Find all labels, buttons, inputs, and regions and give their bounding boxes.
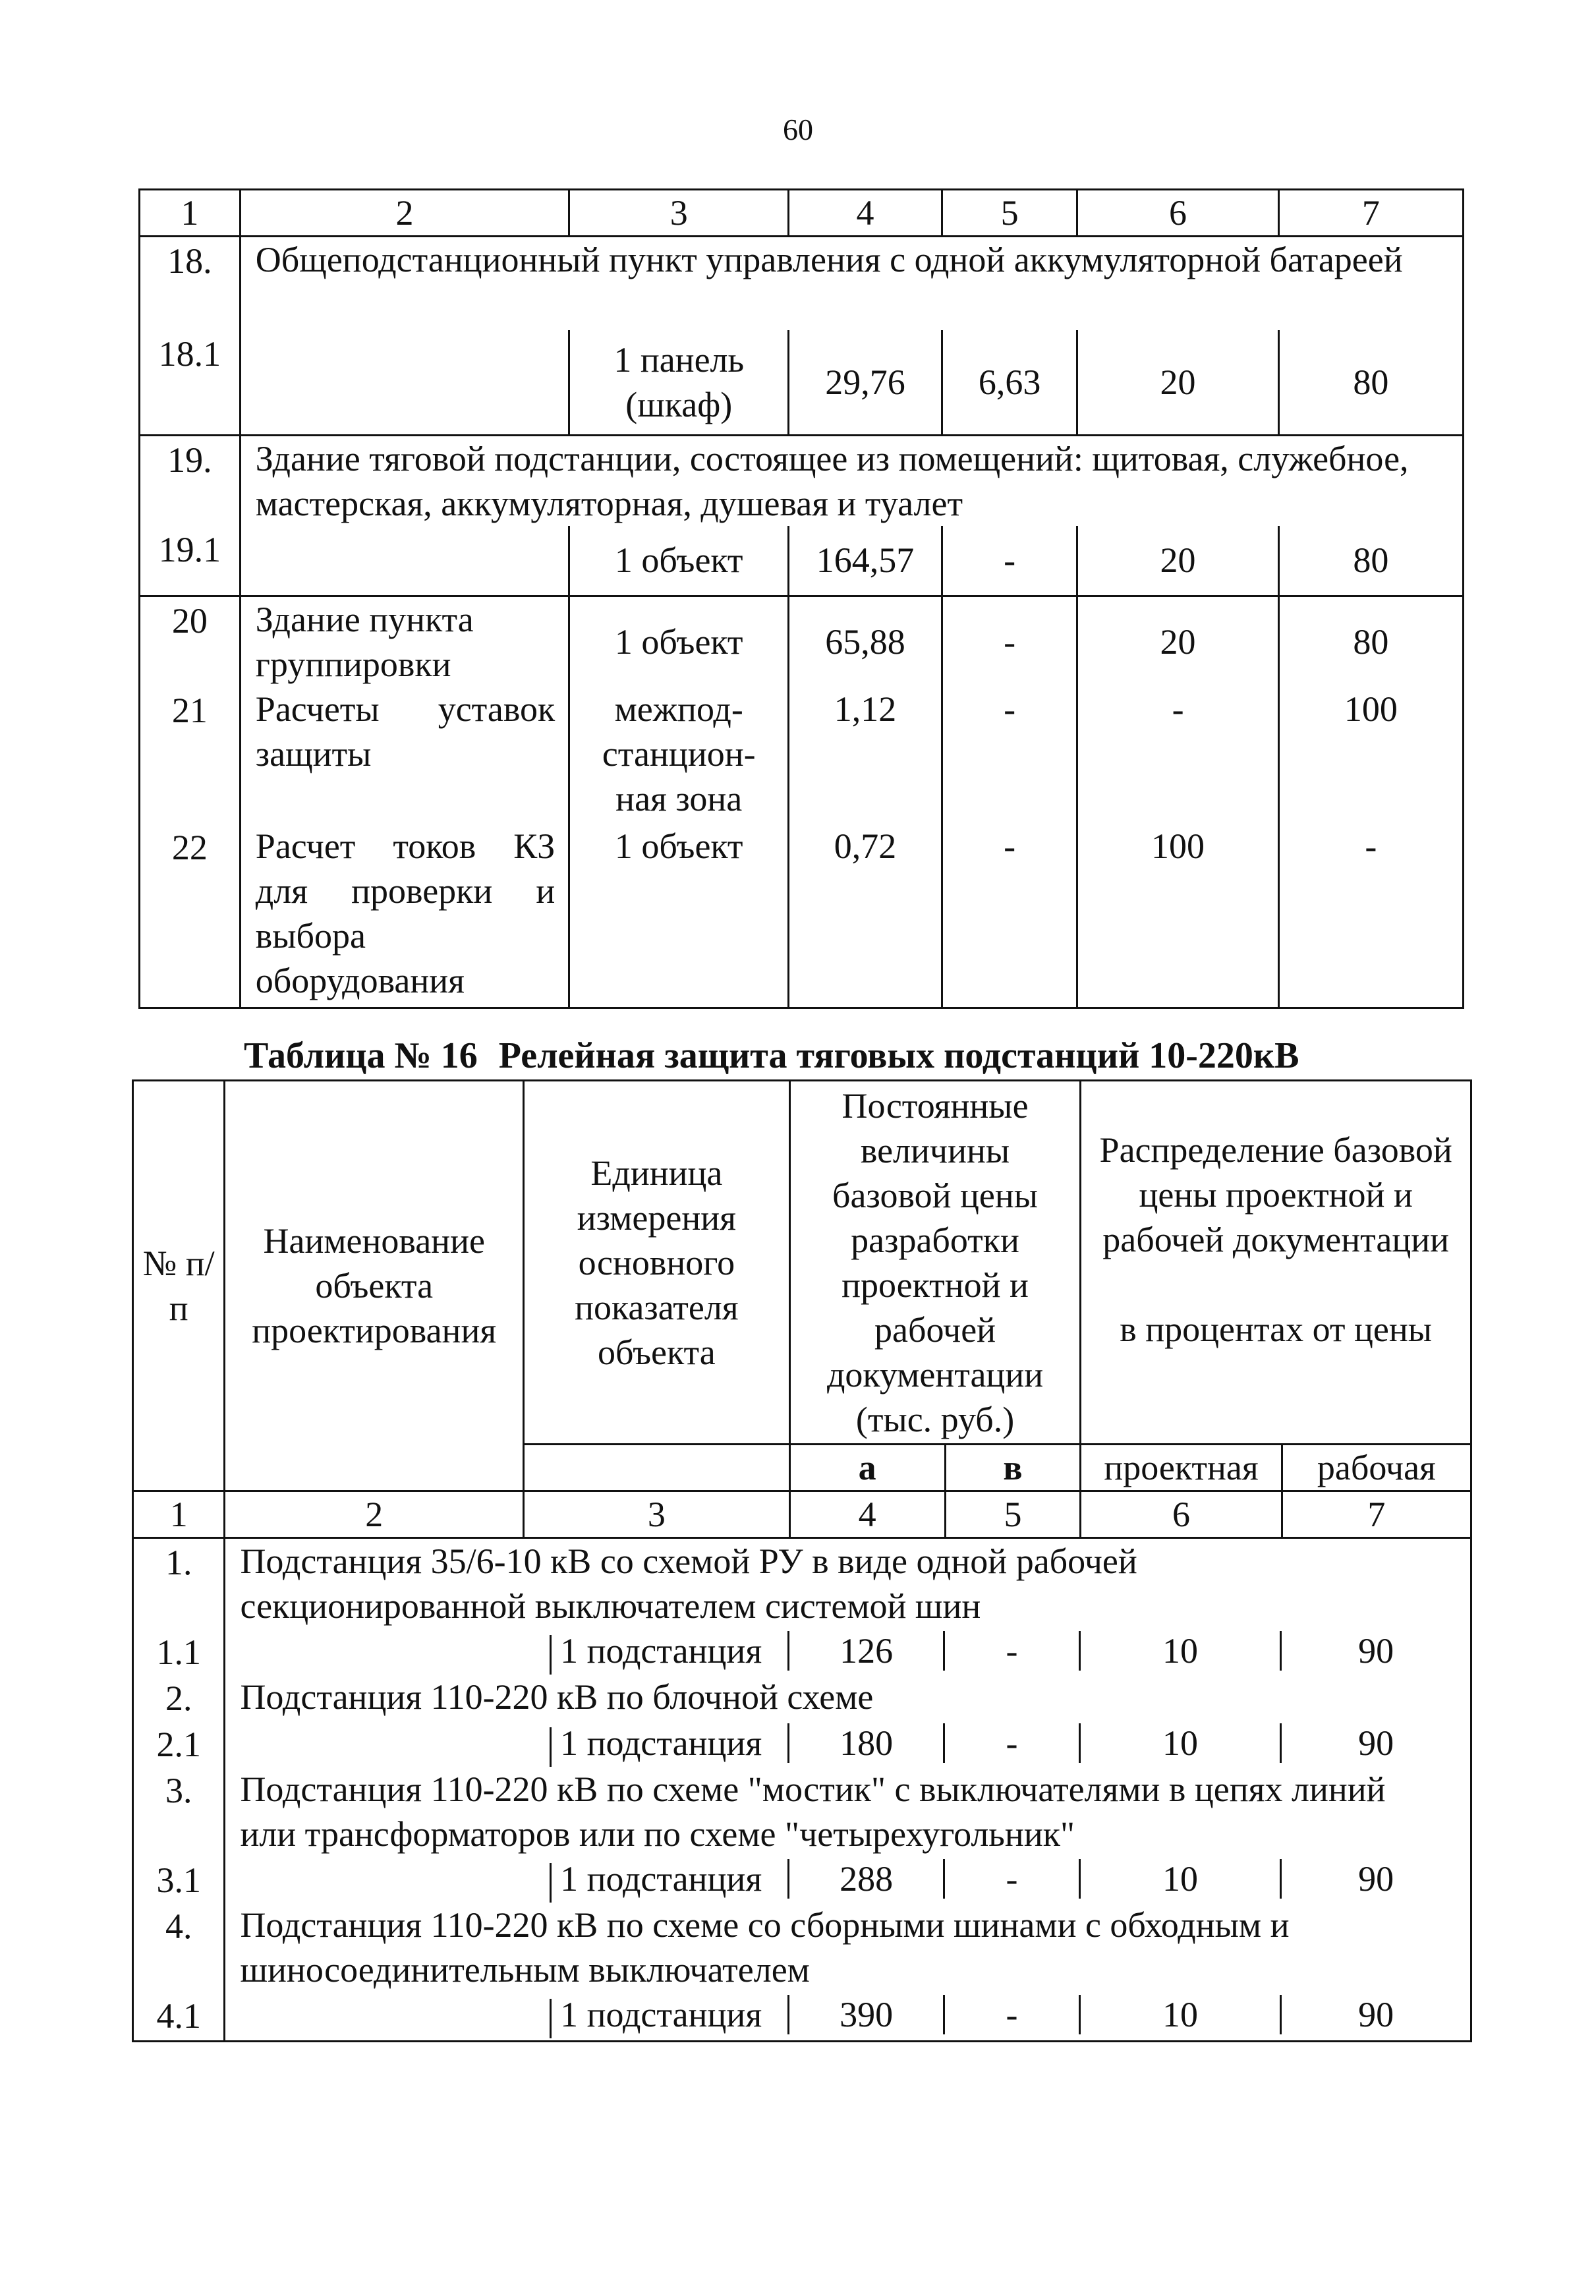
unit-cell: 1 объект: [569, 526, 789, 596]
row-number: 19.: [140, 436, 241, 527]
value-b: -: [945, 1856, 1081, 1903]
unit-cell: 1 подстанция: [524, 1856, 790, 1903]
table-header-row: [133, 1081, 1471, 1445]
value-project: 20: [1077, 526, 1278, 596]
value-b: -: [945, 1628, 1081, 1675]
table-row: [140, 596, 1464, 687]
value-a: 29,76: [789, 330, 942, 436]
value-work: 90: [1282, 1856, 1471, 1903]
row-number: 4.: [133, 1903, 225, 1992]
value-b: -: [942, 596, 1077, 687]
empty-cell: [240, 526, 569, 596]
row-name: Расчет токов КЗ для проверки и выбора оборудования: [240, 824, 569, 1008]
value-work: 80: [1278, 330, 1463, 436]
unit-cell: межпод-станцион-ная зона: [569, 687, 789, 824]
page-number: 60: [783, 113, 813, 146]
row-title: Подстанция 110-220 кВ по схеме "мостик" с выключателями в цепях линий или трансформаторов или по схеме "четырехугольник": [225, 1767, 1471, 1856]
empty-cell: [240, 330, 569, 436]
row-number: 2.: [133, 1675, 225, 1721]
table-row: [140, 526, 1464, 596]
row-title: Подстанция 110-220 кВ по схеме со сборными шинами с обходным и шиносоединительным выключателем: [225, 1903, 1471, 1992]
col-header-num: № п/п: [133, 1081, 225, 1491]
row-number: 22: [140, 824, 241, 1008]
row-title: Общеподстанционный пункт управления с одной аккумуляторной батареей: [240, 237, 1463, 330]
value-project: 20: [1077, 330, 1278, 436]
empty-cell: [225, 1992, 524, 2041]
table-header-row: [140, 190, 1464, 237]
col-header: 1: [140, 190, 241, 237]
unit-cell: 1 панель (шкаф): [569, 330, 789, 436]
row-number: 18.: [140, 237, 241, 330]
table-row: [140, 237, 1464, 330]
col-header-distribution: Распределение базовой цены проектной и рабочей документации в процентах от цены: [1081, 1081, 1471, 1445]
table-row: [133, 1675, 1471, 1721]
empty-cell: [225, 1628, 524, 1675]
value-a: 0,72: [789, 824, 942, 1008]
value-project: 20: [1077, 596, 1278, 687]
unit-cell: 1 подстанция: [524, 1992, 790, 2041]
row-number: 19.1: [140, 526, 241, 596]
table-row: [133, 1856, 1471, 1903]
row-number: 4.1: [133, 1992, 225, 2041]
col-number: 7: [1282, 1491, 1471, 1538]
row-name: Здание пункта группировки: [240, 596, 569, 687]
value-project: 10: [1081, 1721, 1282, 1767]
empty-cell: [225, 1856, 524, 1903]
unit-cell: 1 подстанция: [524, 1721, 790, 1767]
value-a: 288: [789, 1856, 945, 1903]
table-16: [132, 1079, 1472, 2042]
col-header: 7: [1278, 190, 1463, 237]
col-number: 6: [1081, 1491, 1282, 1538]
value-work: -: [1278, 824, 1463, 1008]
col-header-price: Постоянные величины базовой цены разработки проектной и рабочей документации (тыс. руб.): [789, 1081, 1081, 1445]
unit-cell: 1 подстанция: [524, 1628, 790, 1675]
table-row: [133, 1721, 1471, 1767]
row-number: 1.1: [133, 1628, 225, 1675]
col-header: 4: [789, 190, 942, 237]
table-numbering-row: [133, 1491, 1471, 1538]
value-a: 1,12: [789, 687, 942, 824]
row-title: Подстанция 110-220 кВ по блочной схеме: [225, 1675, 1471, 1721]
table-row: [133, 1992, 1471, 2041]
col-header-b: в: [945, 1445, 1081, 1491]
table-row: [133, 1628, 1471, 1675]
col-number: 2: [225, 1491, 524, 1538]
col-header: 5: [942, 190, 1077, 237]
value-project: 100: [1077, 824, 1278, 1008]
col-number: 3: [524, 1491, 790, 1538]
table-row: [133, 1903, 1471, 1992]
row-name: Расчеты уставок защиты: [240, 687, 569, 824]
col-header: 2: [240, 190, 569, 237]
col-number: 4: [789, 1491, 945, 1538]
value-work: 100: [1278, 687, 1463, 824]
table-row: [140, 436, 1464, 527]
empty-cell: [225, 1721, 524, 1767]
table-row: [133, 1538, 1471, 1629]
row-title: Подстанция 35/6-10 кВ со схемой РУ в виде одной рабочей секционированной выключателем системой шин: [225, 1538, 1471, 1629]
col-header-work: рабочая: [1282, 1445, 1471, 1491]
row-number: 2.1: [133, 1721, 225, 1767]
unit-cell: 1 объект: [569, 596, 789, 687]
value-work: 90: [1282, 1992, 1471, 2041]
row-number: 3.: [133, 1767, 225, 1856]
table-row: [133, 1767, 1471, 1856]
value-project: 10: [1081, 1856, 1282, 1903]
row-number: 18.1: [140, 330, 241, 436]
value-b: -: [945, 1992, 1081, 2041]
table-row: [140, 330, 1464, 436]
value-b: 6,63: [942, 330, 1077, 436]
unit-cell: 1 объект: [569, 824, 789, 1008]
value-a: 65,88: [789, 596, 942, 687]
row-number: 21: [140, 687, 241, 824]
table-caption: Релейная защита тяговых подстанций 10-220кВ: [498, 1035, 1299, 1076]
row-title: Здание тяговой подстанции, состоящее из помещений: щитовая, служебное, мастерская, аккумуляторная, душевая и туалет: [240, 436, 1463, 527]
row-number: 20: [140, 596, 241, 687]
col-header-name: Наименование объекта проектирования: [225, 1081, 524, 1491]
col-header: 3: [569, 190, 789, 237]
value-work: 90: [1282, 1721, 1471, 1767]
col-number: 1: [133, 1491, 225, 1538]
value-b: -: [942, 687, 1077, 824]
value-work: 90: [1282, 1628, 1471, 1675]
row-number: 3.1: [133, 1856, 225, 1903]
table-row: [140, 687, 1464, 824]
value-project: 10: [1081, 1628, 1282, 1675]
col-header: 6: [1077, 190, 1278, 237]
value-work: 80: [1278, 596, 1463, 687]
row-number: 1.: [133, 1538, 225, 1629]
value-project: -: [1077, 687, 1278, 824]
table-row: [140, 824, 1464, 1008]
table-continuation: [138, 188, 1464, 1009]
value-a: 164,57: [789, 526, 942, 596]
value-b: -: [942, 824, 1077, 1008]
col-header-a: а: [789, 1445, 945, 1491]
value-b: -: [945, 1721, 1081, 1767]
value-a: 126: [789, 1628, 945, 1675]
empty-cell: [524, 1445, 790, 1491]
table-title: [244, 1035, 1299, 1077]
table-number: Таблица № 16: [244, 1035, 478, 1076]
col-header-project: проектная: [1081, 1445, 1282, 1491]
value-b: -: [942, 526, 1077, 596]
value-work: 80: [1278, 526, 1463, 596]
value-project: 10: [1081, 1992, 1282, 2041]
value-a: 180: [789, 1721, 945, 1767]
col-header-unit: Единица измерения основного показателя объекта: [524, 1081, 790, 1445]
value-a: 390: [789, 1992, 945, 2041]
col-number: 5: [945, 1491, 1081, 1538]
